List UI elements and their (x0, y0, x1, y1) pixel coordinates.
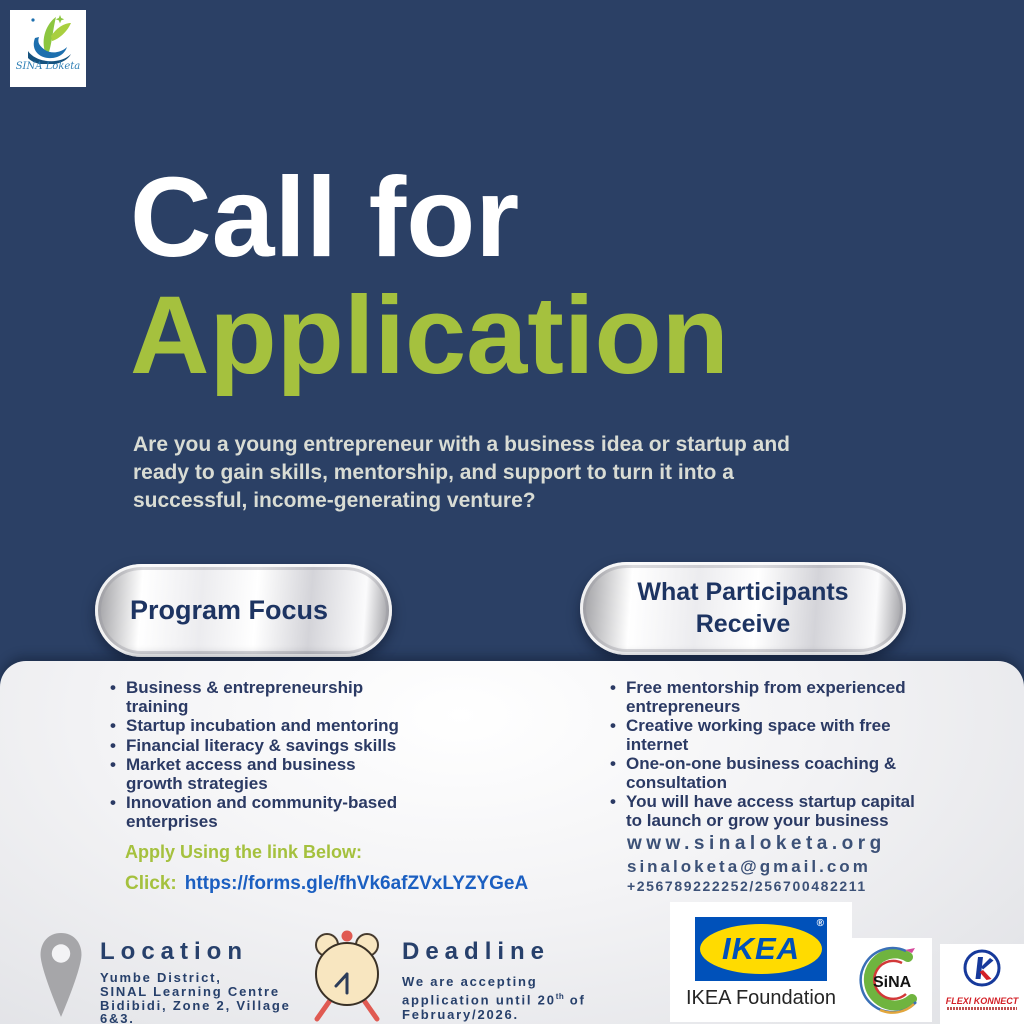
page-title (130, 154, 729, 397)
participants-receive-list (608, 679, 915, 831)
brand-name: SINA Loketa (15, 61, 81, 72)
participants-receive-header (580, 562, 906, 655)
flexi-konnect-k-icon (960, 947, 1004, 991)
flexi-konnect-wordmark: FLEXI KONNECT (945, 996, 1019, 1006)
ikea-foundation-logo (670, 902, 852, 1022)
list-item: • You will have access startup capital to launch or grow your business (608, 793, 915, 830)
program-focus-list (108, 679, 399, 832)
ikea-logo-mark (695, 917, 827, 981)
list-item: • Startup incubation and mentoring (108, 717, 399, 736)
list-item: • Financial literacy & savings skills (108, 737, 399, 756)
list-item: • Market access and business growth strategies (108, 756, 399, 793)
flexi-konnect-logo (940, 944, 1024, 1024)
ikea-foundation-caption: IKEA Foundation (685, 987, 837, 1009)
registered-trademark-symbol: ® (816, 918, 824, 929)
program-focus-label: Program Focus (130, 595, 329, 625)
apply-link-row (125, 873, 528, 895)
list-item: • Business & entrepreneurship training (108, 679, 399, 716)
location-title: Location (100, 938, 248, 965)
ikea-wordmark: IKEA (721, 931, 801, 966)
intro-text: Are you a young entrepreneur with a business idea or startup and ready to gain skills, mentorship, and support to turn it into a successful, income-generating venture? (133, 433, 790, 512)
title-line-2: Application (130, 273, 729, 397)
list-item: • Free mentorship from experienced entrepreneurs (608, 679, 915, 716)
sina-loketa-figure-icon (19, 14, 77, 64)
contact-block (627, 833, 886, 894)
location-pin-icon (38, 931, 84, 1019)
flexi-konnect-tagline (947, 1007, 1017, 1010)
deadline-text: We are accepting application until 20th of February/2026. (402, 974, 586, 1023)
list-item: • One-on-one business coaching & consultation (608, 755, 915, 792)
title-line-1: Call for (130, 154, 520, 280)
click-label: Click: (125, 873, 177, 894)
sina-logo (852, 938, 932, 1022)
location-address: Yumbe District, SINAL Learning Centre Bidibidi, Zone 2, Village 6&3. (100, 970, 291, 1024)
email-address: sinaloketa@gmail.com (627, 857, 871, 876)
list-item: • Innovation and community-based enterprises (108, 794, 399, 831)
sina-loketa-logo (10, 10, 86, 87)
svg-text:SiNA: SiNA (873, 974, 912, 991)
deadline-title: Deadline (402, 938, 551, 965)
alarm-clock-icon (308, 928, 386, 1024)
website-url: www.sinaloketa.org (627, 833, 886, 854)
list-item: • Creative working space with free internet (608, 717, 915, 754)
phone-numbers: +256789222252/256700482211 (627, 878, 867, 894)
sina-swirl-icon (858, 944, 926, 1016)
participants-receive-label: What Participants Receive (637, 578, 849, 638)
program-focus-header (95, 564, 392, 657)
apply-heading: Apply Using the link Below: (125, 842, 363, 862)
application-form-link[interactable]: https://forms.gle/fhVk6afZVxLYZYGeA (184, 873, 529, 894)
